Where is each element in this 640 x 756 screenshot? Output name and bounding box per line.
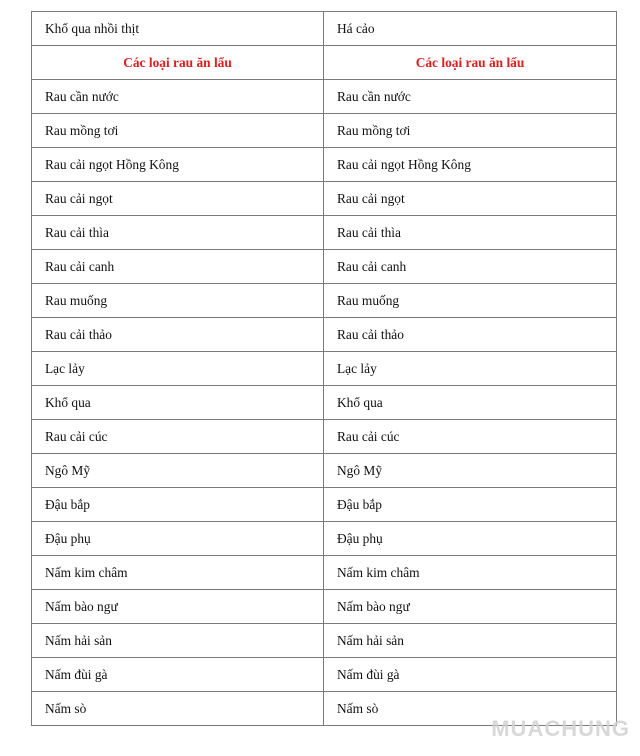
table-cell: Nấm hải sản xyxy=(32,624,324,658)
table-row xyxy=(32,318,617,352)
table-cell: Rau cải thảo xyxy=(32,318,324,352)
table-cell: Rau cần nước xyxy=(324,80,617,114)
table-cell: Rau cải canh xyxy=(32,250,324,284)
table-row xyxy=(32,658,617,692)
table-row xyxy=(32,420,617,454)
table-cell: Nấm kim châm xyxy=(324,556,617,590)
table-cell: Nấm sò xyxy=(32,692,324,726)
table-cell: Nấm đùi gà xyxy=(32,658,324,692)
section-header-row xyxy=(32,46,617,80)
table-cell: Rau cải ngọt xyxy=(324,182,617,216)
table-cell: Rau cải ngọt xyxy=(32,182,324,216)
table-cell: Nấm kim châm xyxy=(32,556,324,590)
table-cell: Rau cải thìa xyxy=(32,216,324,250)
table-row xyxy=(32,182,617,216)
table-cell: Đậu bắp xyxy=(32,488,324,522)
table-row xyxy=(32,216,617,250)
table-cell: Lạc lảy xyxy=(32,352,324,386)
watermark-logo: MUACHUNG xyxy=(491,716,630,741)
table-cell: Lạc lảy xyxy=(324,352,617,386)
table-cell: Rau cải thảo xyxy=(324,318,617,352)
table-row xyxy=(32,12,617,46)
table-cell: Ngô Mỹ xyxy=(324,454,617,488)
table-row xyxy=(32,284,617,318)
table-cell: Đậu phụ xyxy=(32,522,324,556)
table-cell: Rau cần nước xyxy=(32,80,324,114)
table-cell: Nấm sò xyxy=(324,692,617,726)
table-cell: Nấm đùi gà xyxy=(324,658,617,692)
food-menu-table xyxy=(31,11,617,726)
table-cell: Rau cải cúc xyxy=(324,420,617,454)
table-cell: Ngô Mỹ xyxy=(32,454,324,488)
table-row xyxy=(32,590,617,624)
table-row xyxy=(32,80,617,114)
table-cell: Rau cải thìa xyxy=(324,216,617,250)
table-row xyxy=(32,352,617,386)
table-row xyxy=(32,488,617,522)
table-row xyxy=(32,556,617,590)
table-cell: Khổ qua nhồi thịt xyxy=(32,12,324,46)
table-cell: Há cảo xyxy=(324,12,617,46)
table-cell: Rau mồng tơi xyxy=(324,114,617,148)
table-cell: Rau cải cúc xyxy=(32,420,324,454)
table-cell: Rau muống xyxy=(32,284,324,318)
table-cell: Rau cải ngọt Hồng Kông xyxy=(324,148,617,182)
table-cell: Khổ qua xyxy=(324,386,617,420)
table-row xyxy=(32,148,617,182)
table-row xyxy=(32,250,617,284)
table-cell: Rau cải ngọt Hồng Kông xyxy=(32,148,324,182)
table-row xyxy=(32,624,617,658)
section-header-cell: Các loại rau ăn lẩu xyxy=(32,46,324,80)
table-cell: Khổ qua xyxy=(32,386,324,420)
table-cell: Nấm hải sản xyxy=(324,624,617,658)
table-body xyxy=(32,12,617,726)
table-row xyxy=(32,386,617,420)
table-row xyxy=(32,454,617,488)
table-row xyxy=(32,522,617,556)
table-row xyxy=(32,114,617,148)
table-cell: Rau muống xyxy=(324,284,617,318)
table-cell: Nấm bào ngư xyxy=(32,590,324,624)
section-header-cell: Các loại rau ăn lẩu xyxy=(324,46,617,80)
table-cell: Rau mồng tơi xyxy=(32,114,324,148)
table-cell: Đậu bắp xyxy=(324,488,617,522)
table-cell: Rau cải canh xyxy=(324,250,617,284)
table-cell: Nấm bào ngư xyxy=(324,590,617,624)
table-cell: Đậu phụ xyxy=(324,522,617,556)
